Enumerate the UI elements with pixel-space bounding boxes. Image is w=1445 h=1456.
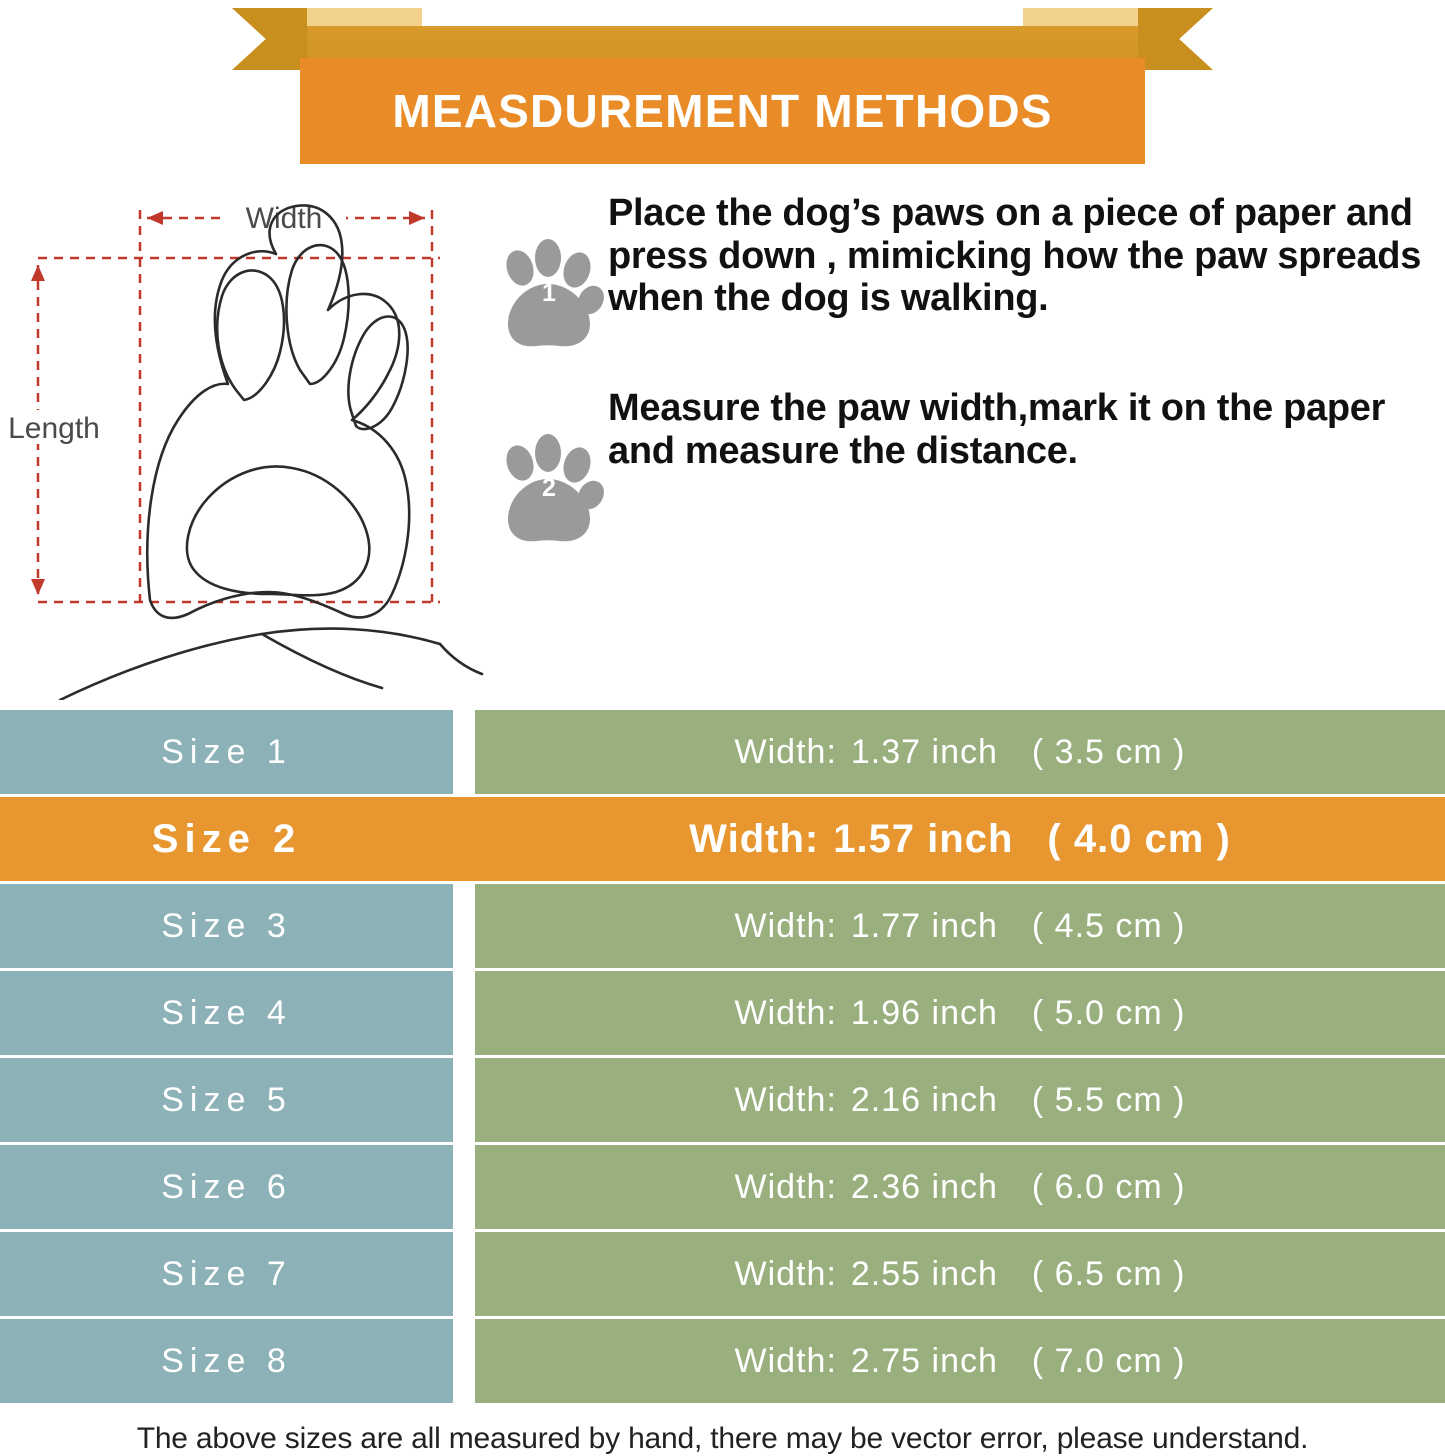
row-spacer (453, 1058, 475, 1142)
table-row[interactable] (0, 1145, 1445, 1229)
width-label: Width: (689, 816, 820, 861)
width-inch: 2.16 inch (850, 1080, 998, 1119)
table-row[interactable] (0, 1232, 1445, 1316)
row-spacer (453, 797, 475, 881)
width-metric: ( 5.0 cm ) (1031, 993, 1186, 1032)
size-label: Size 7 (0, 1232, 453, 1316)
width-metric: ( 7.0 cm ) (1031, 1341, 1186, 1380)
width-value (475, 710, 1445, 794)
row-spacer (453, 710, 475, 794)
width-inch: 1.77 inch (850, 906, 998, 945)
width-label: Width: (734, 1254, 837, 1293)
step-number: 2 (542, 474, 556, 502)
width-label: Width: (734, 1167, 837, 1206)
width-label: Width: (734, 1341, 837, 1380)
row-spacer (453, 1319, 475, 1403)
paw-print-icon (490, 234, 608, 357)
paw-print-icon (490, 429, 608, 552)
instruction-section (0, 170, 1445, 710)
dog-paw-measurement-diagram (0, 170, 490, 710)
row-spacer (453, 971, 475, 1055)
table-row-selected[interactable] (0, 797, 1445, 881)
width-label: Width: (734, 1080, 837, 1119)
width-inch: 1.57 inch (833, 816, 1014, 861)
size-label: Size 1 (0, 710, 453, 794)
page-title: MEASDUREMENT METHODS (392, 85, 1053, 137)
size-label: Size 5 (0, 1058, 453, 1142)
footnote: The above sizes are all measured by hand, there may be vector error, please understand. (136, 1422, 1309, 1455)
width-metric: ( 4.5 cm ) (1031, 906, 1186, 945)
width-inch: 1.96 inch (850, 993, 998, 1032)
width-metric: ( 3.5 cm ) (1031, 732, 1186, 771)
instruction-step-2 (490, 387, 1431, 552)
width-inch: 2.75 inch (850, 1341, 998, 1380)
width-value (475, 971, 1445, 1055)
width-label: Width: (734, 906, 837, 945)
length-label: Length (8, 412, 100, 445)
ribbon-fold-left (232, 8, 307, 70)
row-spacer (453, 884, 475, 968)
banner-orange-band (300, 58, 1145, 164)
table-row[interactable] (0, 710, 1445, 794)
size-label: Size 8 (0, 1319, 453, 1403)
ribbon-fold-right (1138, 8, 1213, 70)
row-spacer (453, 1232, 475, 1316)
step-text: Place the dog’s paws on a piece of paper and press down , mimicking how the paw spreads when the dog is walking. (608, 192, 1422, 320)
width-label: Width: (734, 993, 837, 1032)
header-banner (0, 0, 1445, 170)
step-number: 1 (542, 279, 556, 307)
width-inch: 1.37 inch (850, 732, 998, 771)
width-value (475, 1232, 1445, 1316)
table-row[interactable] (0, 971, 1445, 1055)
table-row[interactable] (0, 884, 1445, 968)
table-row[interactable] (0, 1058, 1445, 1142)
width-inch: 2.55 inch (850, 1254, 998, 1293)
row-spacer (453, 1145, 475, 1229)
width-label: Width: (734, 732, 837, 771)
step-text: Measure the paw width,mark it on the paper and measure the distance. (608, 387, 1386, 472)
size-label: Size 4 (0, 971, 453, 1055)
instruction-step-1 (490, 192, 1431, 357)
table-row[interactable] (0, 1319, 1445, 1403)
width-value (475, 1058, 1445, 1142)
width-value (475, 797, 1445, 881)
width-metric: ( 6.5 cm ) (1031, 1254, 1186, 1293)
width-value (475, 1145, 1445, 1229)
width-metric: ( 5.5 cm ) (1031, 1080, 1186, 1119)
size-label: Size 3 (0, 884, 453, 968)
size-label: Size 6 (0, 1145, 453, 1229)
width-label: Width (245, 202, 323, 235)
width-value (475, 884, 1445, 968)
size-table (0, 710, 1445, 1403)
width-metric: ( 6.0 cm ) (1031, 1167, 1186, 1206)
size-label: Size 2 (0, 797, 453, 881)
width-metric: ( 4.0 cm ) (1047, 816, 1231, 861)
width-inch: 2.36 inch (850, 1167, 998, 1206)
instruction-steps (490, 170, 1445, 710)
width-value (475, 1319, 1445, 1403)
